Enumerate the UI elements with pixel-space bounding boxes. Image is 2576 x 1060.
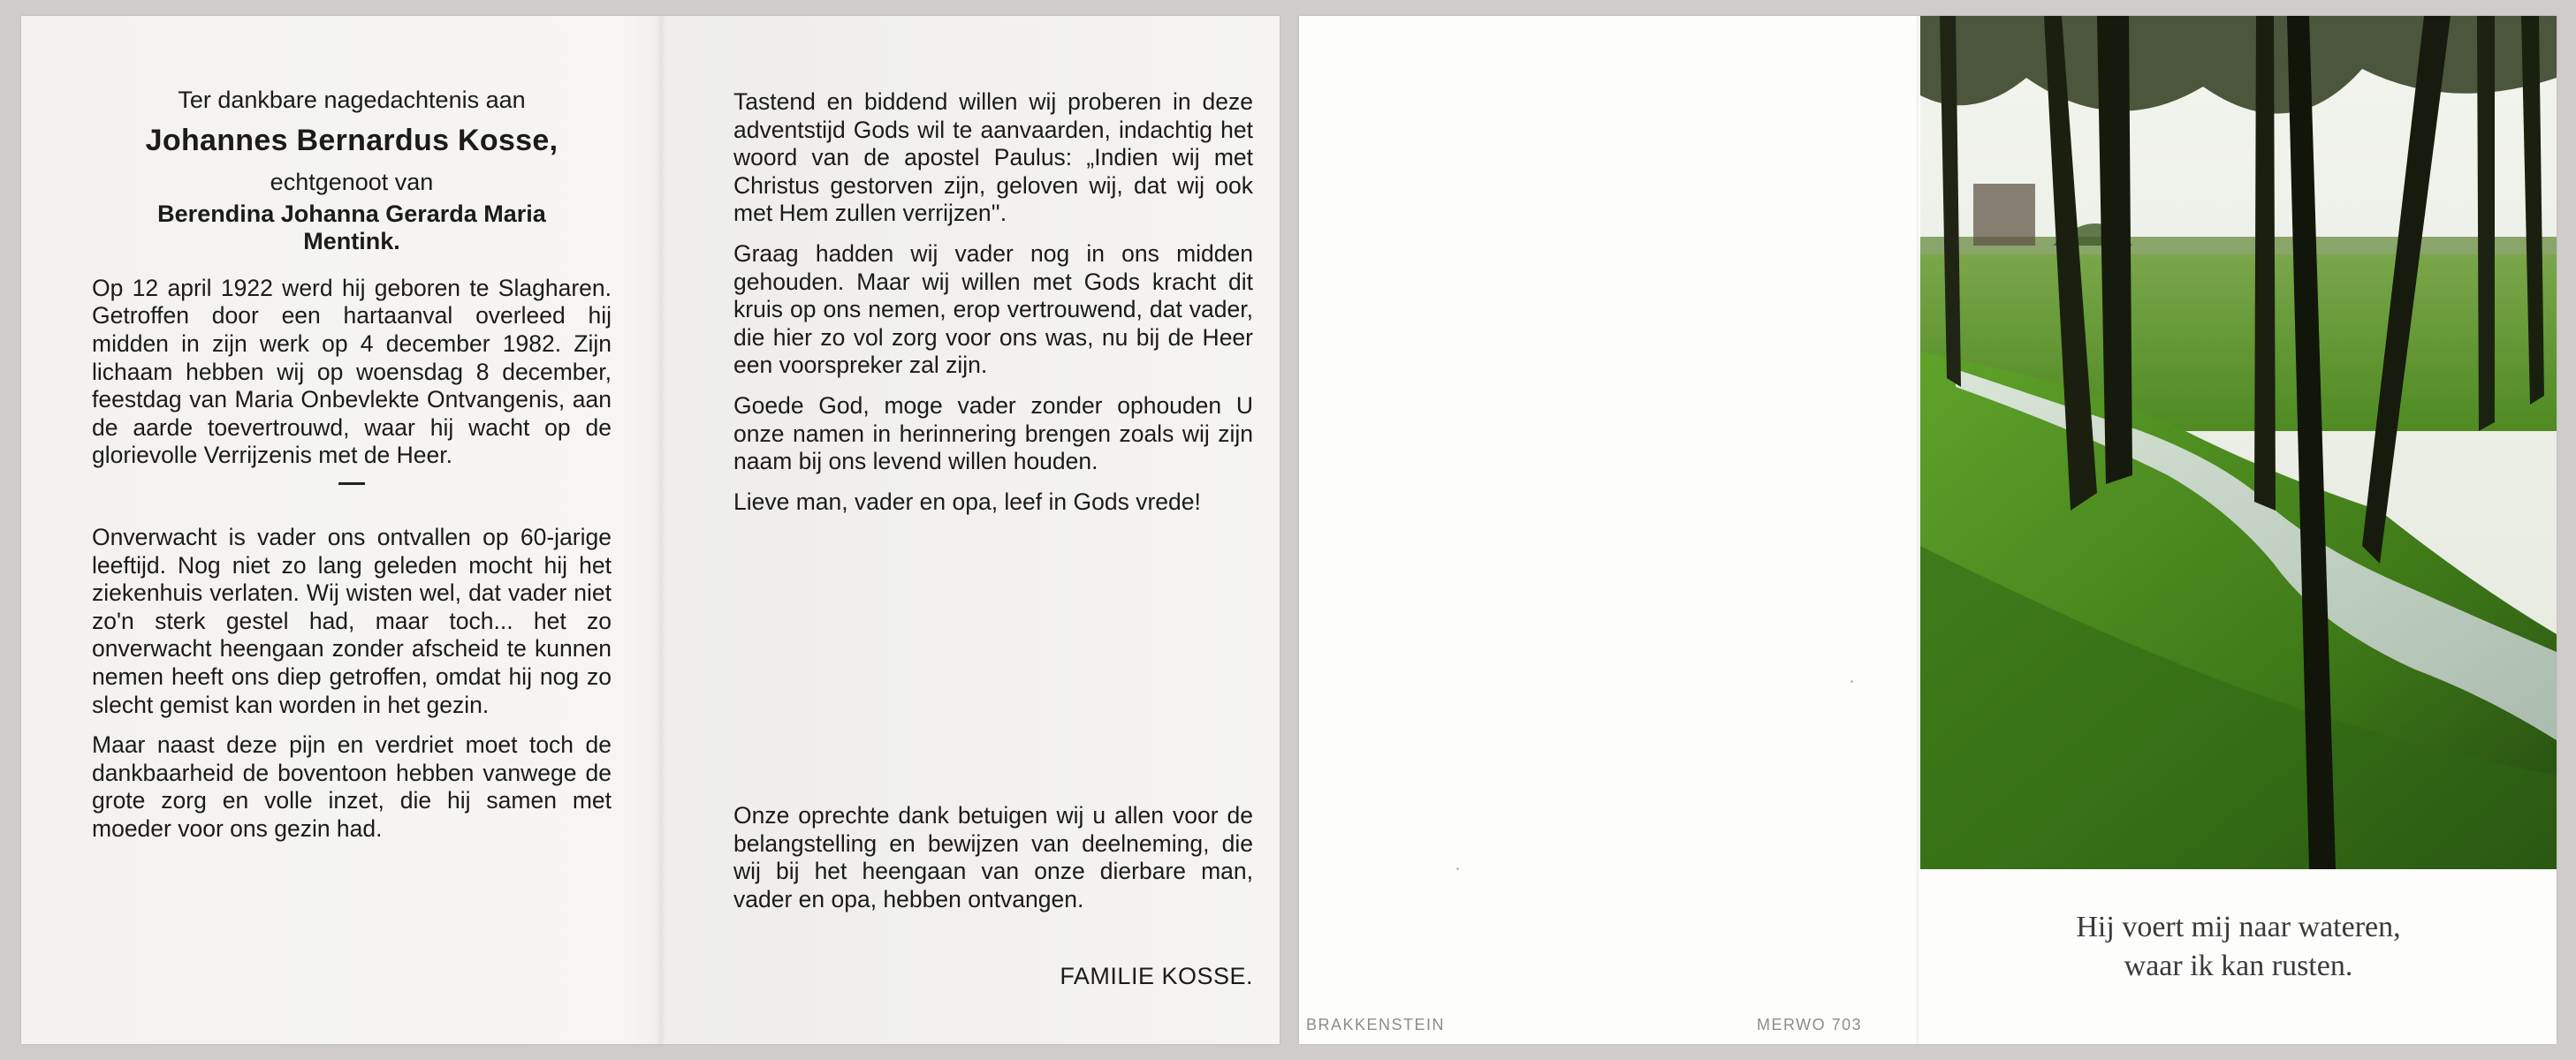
caption-line1: Hij voert mij naar wateren, xyxy=(2076,911,2401,943)
landscape-photo-icon xyxy=(1920,16,2557,869)
left-column xyxy=(92,87,612,855)
prayer-paragraph: Goede God, moge vader zonder ophouden U onze namen in herinnering brengen zoals wij zijn naam bij ons levend willen houden. xyxy=(733,391,1253,475)
fold-line xyxy=(656,16,666,1044)
right-column xyxy=(733,88,1253,528)
paper-speck xyxy=(1456,867,1459,870)
biography-paragraph: Op 12 april 1922 werd hij geboren te Slagharen. Getroffen door een hartaanval overleed hij midden in zijn werk op 4 december 1982. Zijn lichaam hebben wij op woensdag 8 december, feestdag van Maria Onbevlekte Ontvangenis, aan de aarde toevertrouwd, waar hij wacht op de glorievolle Verrijzenis met de Heer. xyxy=(92,274,612,469)
faith-paragraph: Tastend en biddend willen wij proberen in deze adventstijd Gods wil te aanvaarden, indachtig het woord van de apostel Paulus: „Indien wij met Christus gestorven zijn, geloven wij, dat wij ook met Hem zullen verrijzen''. xyxy=(733,88,1253,227)
publisher-imprint: BRAKKENSTEIN xyxy=(1306,1016,1446,1034)
caption-line2: waar ik kan rusten. xyxy=(2124,950,2353,982)
gratitude-paragraph: Maar naast deze pijn en verdriet moet toch de dankbaarheid de boventoon hebben vanwege de grote zorg en volle inzet, die hij samen met moeder voor ons gezin had. xyxy=(92,731,612,842)
spouse-name-line2: Mentink. xyxy=(303,227,400,254)
deceased-name: Johannes Bernardus Kosse, xyxy=(145,123,559,157)
divider xyxy=(338,482,365,485)
paper-speck xyxy=(1850,680,1853,683)
memorial-card-inside xyxy=(21,16,1280,1044)
spouse-name-line1: Berendina Johanna Gerarda Maria xyxy=(157,200,546,227)
fold-line xyxy=(1916,16,1919,1044)
intro-line: Ter dankbare nagedachtenis aan xyxy=(178,87,526,113)
spouse-name xyxy=(92,201,612,255)
family-signature: FAMILIE KOSSE. xyxy=(1060,963,1253,989)
memorial-card-outside xyxy=(1299,16,2557,1044)
hope-paragraph: Graag hadden wij vader nog in ons midden gehouden. Maar wij willen met Gods kracht dit kruis op ons nemen, erop vertrouwend, dat vader, die hier zo vol zorg voor ons was, nu bij de Heer een voorspreker zal zijn. xyxy=(733,239,1253,379)
farewell-paragraph: Lieve man, vader en opa, leef in Gods vrede! xyxy=(733,488,1201,515)
product-code: MERWO 703 xyxy=(1757,1016,1863,1034)
remembrance-paragraph: Onverwacht is vader ons ontvallen op 60-jarige leeftijd. Nog niet zo lang geleden mocht hij het ziekenhuis verlaten. Wij wisten wel, dat vader niet zo'n sterk gestel had, maar toch... het zo onverwacht heengaan zonder afscheid te kunnen nemen heeft ons diep getroffen, omdat hij nog zo slecht gemist kan worden in het gezin. xyxy=(92,523,612,718)
psalm-caption xyxy=(1920,908,2557,986)
spouse-intro: echtgenoot van xyxy=(270,169,434,196)
thanks-paragraph: Onze oprechte dank betuigen wij u allen voor de belangstelling en bewijzen van deelneming, die wij bij het heengaan van onze dierbare man, vader en opa, hebben ontvangen. xyxy=(733,802,1253,912)
